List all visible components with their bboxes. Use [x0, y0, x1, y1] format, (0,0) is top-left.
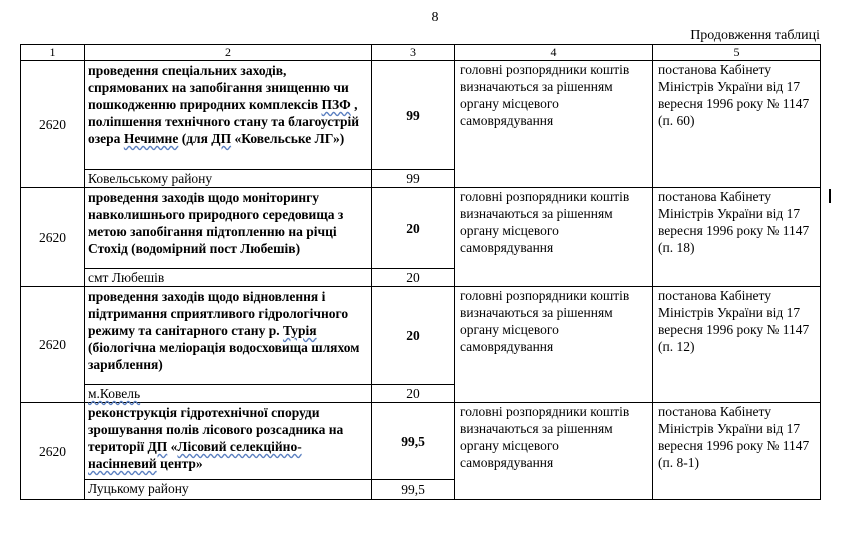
- amount-total: 99: [372, 61, 455, 170]
- amount-total: 99,5: [372, 403, 455, 480]
- table-continuation-label: Продовження таблиці: [690, 28, 820, 43]
- fund-managers: головні розпорядники коштів визначаються за рішенням органу місцевого самоврядування: [455, 188, 653, 287]
- text-cursor-mark: [829, 189, 831, 203]
- legal-basis: постанова Кабінету Міністрів України від 17 вересня 1996 року № 1147 (п. 18): [653, 188, 821, 287]
- amount-total: 20: [372, 287, 455, 385]
- measure-description: проведення заходів щодо відновлення і підтримання сприятливого гідрологічного режиму та санітарного стану р. Турія (біологічна меліорація водосховища шляхом зариблення): [85, 287, 372, 385]
- budget-table: [20, 44, 821, 500]
- recipient-amount: 99,5: [372, 480, 455, 500]
- fund-managers: головні розпорядники коштів визначаються за рішенням органу місцевого самоврядування: [455, 287, 653, 403]
- table-row: [21, 287, 821, 385]
- measure-description: проведення спеціальних заходів, спрямованих на запобігання знищенню чи пошкодженню природних комплексів ПЗФ , поліпшення технічного стану та благоустрій озера Нечимне (для ДП «Ковельське ЛГ»): [85, 61, 372, 170]
- column-header-1: 1: [21, 45, 85, 61]
- column-header-2: 2: [85, 45, 372, 61]
- budget-code: 2620: [21, 403, 85, 500]
- recipient-label: м.Ковель: [85, 385, 372, 403]
- budget-code: 2620: [21, 188, 85, 287]
- table-row: [21, 403, 821, 480]
- recipient-label: смт Любешів: [85, 269, 372, 287]
- legal-basis: постанова Кабінету Міністрів України від 17 вересня 1996 року № 1147 (п. 8-1): [653, 403, 821, 500]
- fund-managers: головні розпорядники коштів визначаються за рішенням органу місцевого самоврядування: [455, 61, 653, 188]
- recipient-label: Ковельському району: [85, 170, 372, 188]
- budget-code: 2620: [21, 287, 85, 403]
- legal-basis: постанова Кабінету Міністрів України від 17 вересня 1996 року № 1147 (п. 60): [653, 61, 821, 188]
- legal-basis: постанова Кабінету Міністрів України від 17 вересня 1996 року № 1147 (п. 12): [653, 287, 821, 403]
- column-header-5: 5: [653, 45, 821, 61]
- column-header-4: 4: [455, 45, 653, 61]
- table-header-row: [21, 45, 821, 61]
- table-row: [21, 188, 821, 269]
- measure-description: проведення заходів щодо моніторингу навколишнього природного середовища з метою запобігання підтопленню на річці Стохід (водомірний пост Любешів): [85, 188, 372, 269]
- amount-total: 20: [372, 188, 455, 269]
- measure-description: реконструкція гідротехнічної споруди зрошування полів лісового розсадника на території ДП «Лісовий селекційно-насінневий центр»: [85, 403, 372, 480]
- recipient-amount: 20: [372, 269, 455, 287]
- column-header-3: 3: [372, 45, 455, 61]
- recipient-amount: 20: [372, 385, 455, 403]
- page-number: 8: [431, 10, 439, 25]
- fund-managers: головні розпорядники коштів визначаються за рішенням органу місцевого самоврядування: [455, 403, 653, 500]
- table-row: [21, 61, 821, 170]
- budget-code: 2620: [21, 61, 85, 188]
- recipient-label: Луцькому району: [85, 480, 372, 500]
- recipient-amount: 99: [372, 170, 455, 188]
